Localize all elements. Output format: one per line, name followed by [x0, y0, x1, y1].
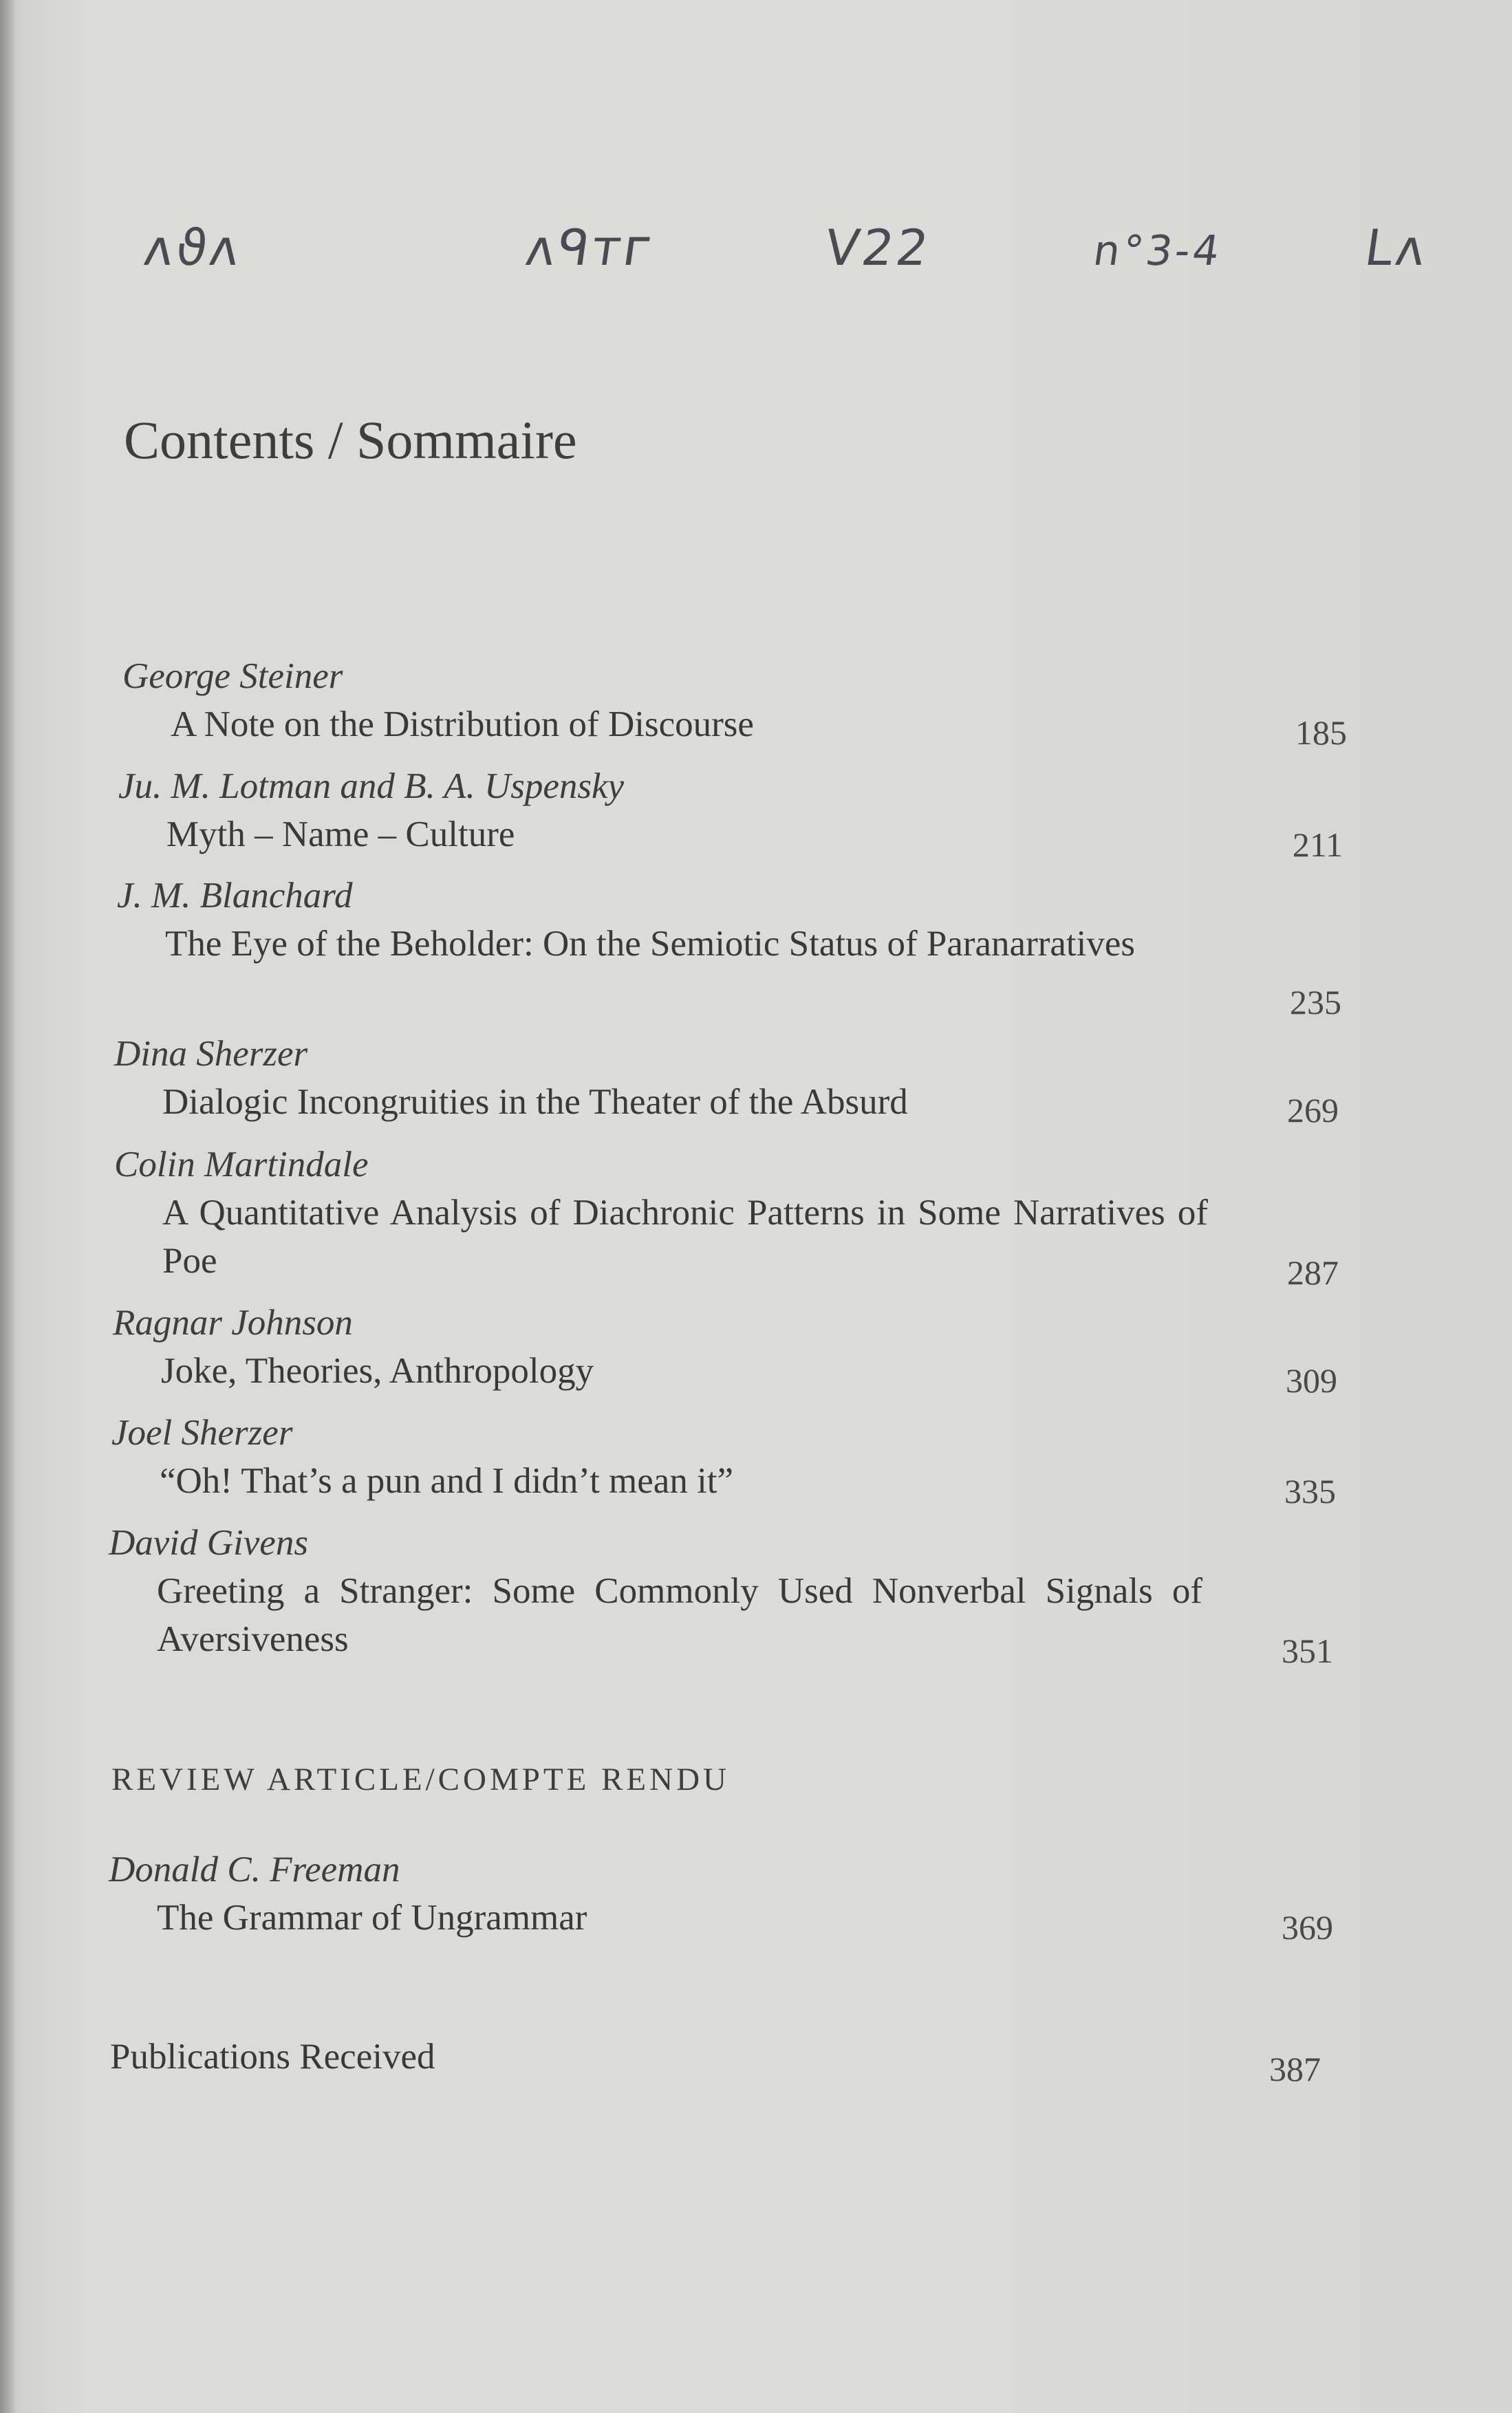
review-section-heading: REVIEW ARTICLE/COMPTE RENDU	[111, 1762, 730, 1797]
toc-entry[interactable]	[117, 872, 1341, 1021]
entry-title: Dialogic Incongruities in the Theater of the Absurd	[162, 1082, 908, 1122]
entry-page: 309	[1286, 1361, 1337, 1400]
toc-entry[interactable]	[114, 1030, 1339, 1129]
entry-title: Myth – Name – Culture	[166, 814, 515, 854]
entry-title: “Oh! That’s a pun and I didn’t mean it”	[160, 1461, 734, 1501]
book-spine-shadow	[0, 0, 15, 2413]
entry-author: Joel Sherzer	[111, 1413, 293, 1453]
handwritten-mark: ᐯ22	[821, 219, 935, 277]
entry-page: 185	[1295, 713, 1347, 752]
entry-page: 235	[1290, 983, 1341, 1021]
entry-author: David Givens	[109, 1523, 308, 1563]
entry-author: Dina Sherzer	[114, 1034, 308, 1074]
handwritten-mark: ᴧϑᴧ	[140, 219, 246, 277]
entry-title: A Note on the Distribution of Discourse	[171, 704, 754, 744]
handwritten-mark: n°3-4	[1090, 227, 1225, 275]
toc-entry[interactable]	[122, 652, 1347, 752]
publications-received-entry[interactable]	[110, 2033, 1321, 2088]
entry-page: 211	[1292, 825, 1343, 864]
publications-label: Publications Received	[110, 2037, 435, 2077]
toc-entry[interactable]	[111, 1409, 1336, 1511]
handwritten-mark: ᴧᑫᴛᴦ	[522, 219, 660, 277]
entry-page: 269	[1287, 1091, 1339, 1129]
entry-author: J. M. Blanchard	[117, 876, 353, 916]
toc-entry[interactable]	[114, 1140, 1339, 1292]
entry-author: Donald C. Freeman	[109, 1850, 400, 1890]
handwritten-mark: Lᴧ	[1361, 219, 1432, 277]
entry-author: Colin Martindale	[114, 1145, 369, 1184]
entry-author: Ju. M. Lotman and B. A. Uspensky	[118, 766, 625, 806]
entry-page: 369	[1282, 1908, 1333, 1947]
entry-author: George Steiner	[122, 656, 343, 696]
toc-entry[interactable]	[118, 762, 1343, 864]
entry-title: Joke, Theories, Anthropology	[161, 1351, 594, 1391]
entry-author: Ragnar Johnson	[113, 1303, 353, 1343]
review-entry[interactable]	[109, 1846, 1333, 1947]
entry-page: 351	[1282, 1632, 1333, 1670]
entry-title: The Eye of the Beholder: On the Semiotic Status of Paranarratives	[165, 924, 1135, 964]
entry-title: The Grammar of Ungrammar	[157, 1898, 587, 1938]
toc-entry[interactable]	[109, 1519, 1333, 1670]
contents-heading: Contents / Sommaire	[124, 410, 577, 470]
entry-page: 335	[1284, 1472, 1336, 1511]
entry-page: 387	[1269, 2050, 1321, 2088]
entry-page: 287	[1287, 1253, 1339, 1292]
entry-title: Greeting a Stranger: Some Commonly Used Nonverbal Signals of Aversiveness	[157, 1571, 1202, 1659]
toc-entry[interactable]	[113, 1299, 1337, 1400]
entry-title: A Quantitative Analysis of Diachronic Patterns in Some Narratives of Poe	[162, 1193, 1208, 1281]
